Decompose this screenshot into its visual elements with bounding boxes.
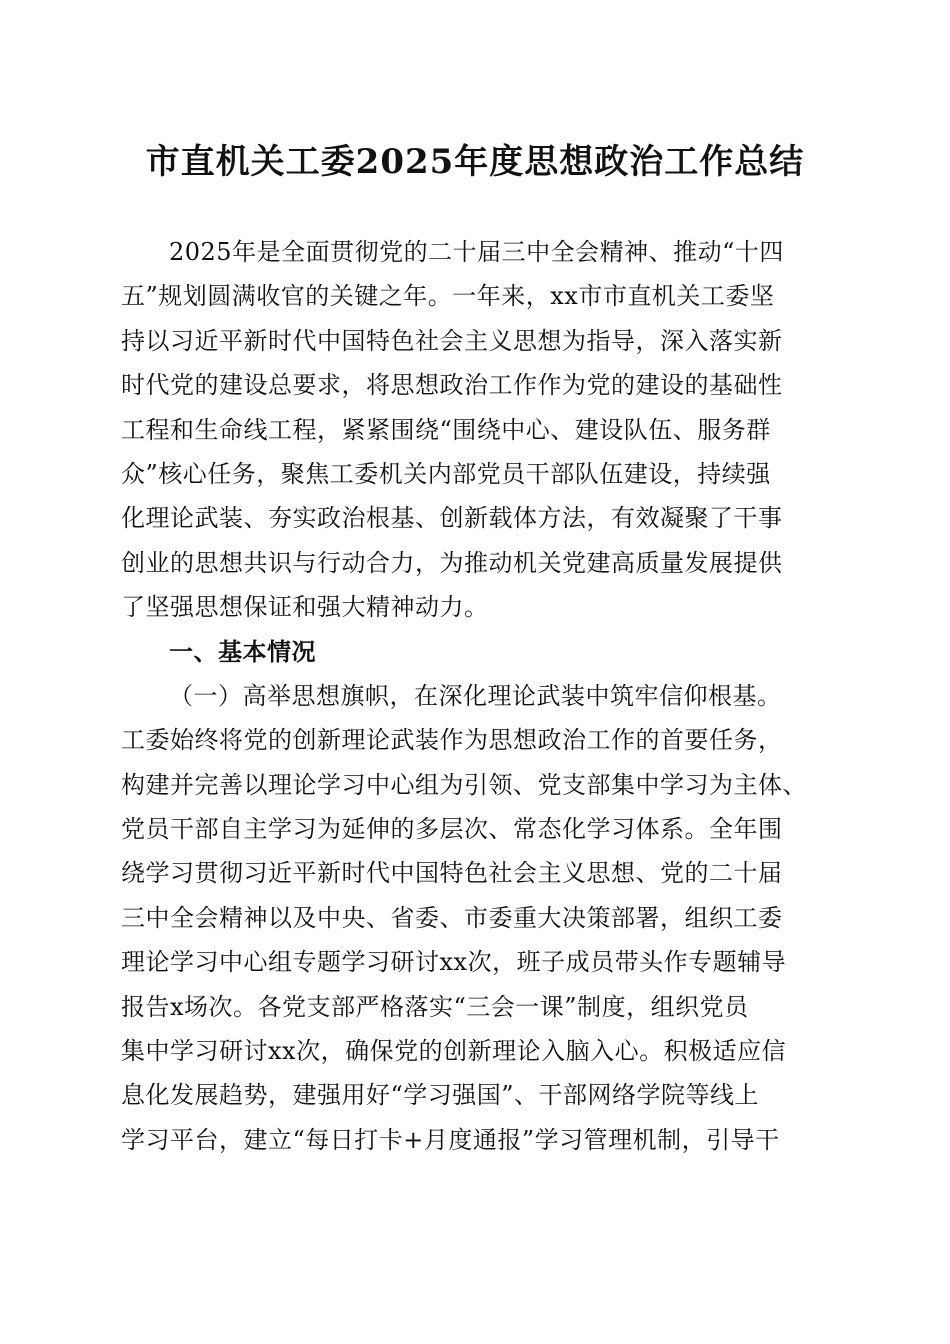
text-line: 化理论武装、夯实政治根基、创新载体方法，有效凝聚了干事: [121, 504, 783, 533]
text-line: 党员干部自主学习为延伸的多层次、常态化学习体系。全年围: [121, 815, 783, 844]
text-line: 三中全会精神以及中央、省委、市委重大决策部署，组织工委: [121, 903, 783, 932]
text-line: 2025年是全面贯彻党的二十届三中全会精神、推动“十四: [169, 238, 784, 266]
document-body: [121, 230, 841, 1162]
document-title: 市直机关工委2025年度思想政治工作总结: [145, 142, 805, 182]
text-line: 众”核心任务，聚焦工委机关内部党员干部队伍建设，持续强: [121, 459, 771, 488]
text-line: 创业的思想共识与行动合力，为推动机关党建高质量发展提供: [121, 548, 783, 577]
text-line: 理论学习中心组专题学习研讨xx次，班子成员带头作专题辅导: [121, 948, 787, 977]
subsection-heading: （一）高举思想旗帜，在深化理论武装中筑牢信仰根基。: [169, 681, 782, 710]
text-line: 学习平台，建立“每日打卡+月度通报”学习管理机制，引导干: [121, 1125, 780, 1154]
text-line: 时代党的建设总要求，将思想政治工作作为党的建设的基础性: [121, 371, 783, 400]
text-line: 了坚强思想保证和强大精神动力。: [121, 593, 489, 622]
text-line: 工委始终将党的创新理论武装作为思想政治工作的首要任务，: [121, 726, 783, 755]
section-heading: 一、基本情况: [169, 636, 316, 666]
text-line: 集中学习研讨xx次，确保党的创新理论入脑入心。积极适应信: [121, 1037, 787, 1066]
text-line: 绕学习贯彻习近平新时代中国特色社会主义思想、党的二十届: [121, 859, 783, 888]
text-line: 构建并完善以理论学习中心组为引领、党支部集中学习为主体、: [121, 770, 807, 799]
text-line: 工程和生命线工程，紧紧围绕“围绕中心、建设队伍、服务群: [121, 415, 771, 444]
text-line: 持以习近平新时代中国特色社会主义思想为指导，深入落实新: [121, 326, 783, 355]
text-line: 报告x场次。各党支部严格落实“三会一课”制度，组织党员: [121, 992, 749, 1021]
text-line: 五”规划圆满收官的关键之年。一年来，xx市市直机关工委坚: [121, 282, 775, 311]
text-line: 息化发展趋势，建强用好“学习强国”、干部网络学院等线上: [121, 1081, 760, 1110]
